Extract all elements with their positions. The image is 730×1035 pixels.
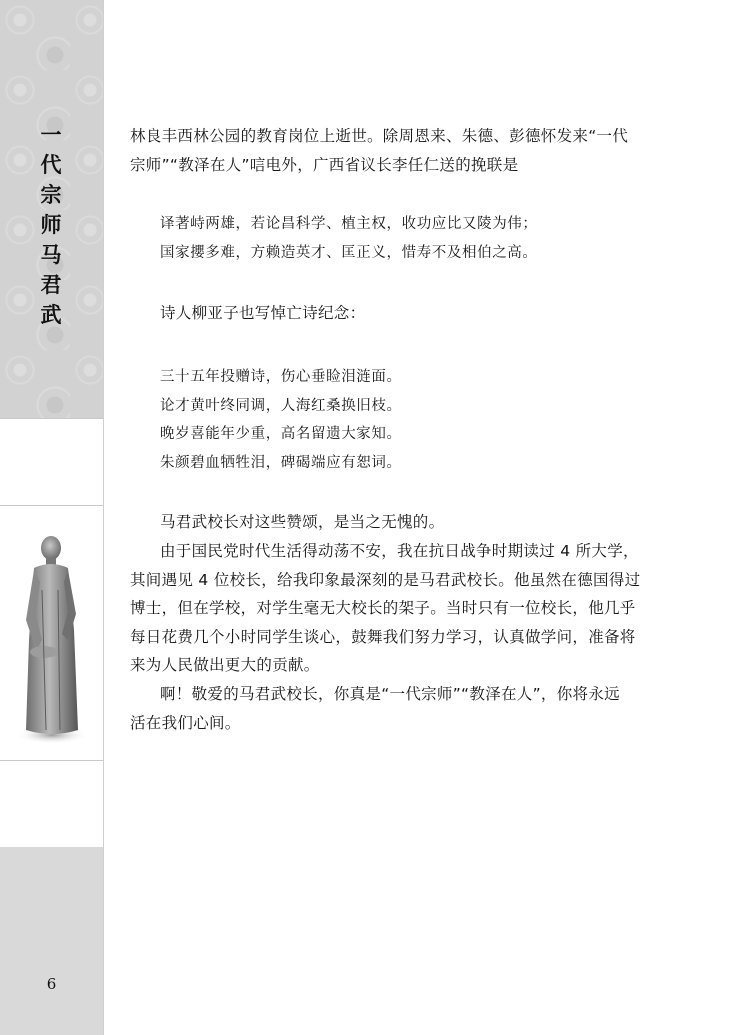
chapter-title-vertical xyxy=(28,120,74,330)
poem-line: 晚岁喜能年少重，高名留遗大家知。 xyxy=(160,426,402,442)
chapter-title-char: 马 xyxy=(40,242,62,267)
couplet-line: 国家攖多难，方赖造英才、匡正义，惜寿不及相伯之高。 xyxy=(160,244,538,261)
intro-paragraph xyxy=(130,122,628,179)
text-line: 宗师”“教泽在人”唁电外，广西省议长李任仁送的挽联是 xyxy=(130,155,519,174)
sidebar-divider xyxy=(0,505,103,506)
poem-line: 三十五年投赠诗，伤心垂睑泪涟面。 xyxy=(160,369,402,385)
chapter-title-char: 武 xyxy=(40,302,62,327)
text-line: 啊！敬爱的马君武校长，你真是“一代宗师”“教泽在人”，你将永远 xyxy=(160,685,620,703)
text-line: 由于国民党时代生活得动荡不安，我在抗日战争时期读过 4 所大学， xyxy=(160,542,639,560)
chapter-title-char: 代 xyxy=(40,152,62,177)
page-number: 6 xyxy=(46,975,57,993)
text-line: 来为人民做出更大的贡献。 xyxy=(130,656,320,674)
poet-intro-line: 诗人柳亚子也写悼亡诗纪念： xyxy=(160,304,366,322)
elegiac-couplet xyxy=(160,210,538,267)
text-line: 活在我们心间。 xyxy=(130,713,241,732)
praise-line: 马君武校长对这些赞颂，是当之无愧的。 xyxy=(160,513,445,531)
sidebar-divider xyxy=(0,760,103,761)
poem-line: 论才黄叶终同调，人海红桑换旧枝。 xyxy=(160,397,402,414)
text-line: 其间遇见 4 位校长，给我印象最深刻的是马君武校长。他虽然在德国得过 xyxy=(130,570,641,589)
chapter-sidebar xyxy=(0,0,104,1035)
memoir-paragraph xyxy=(130,537,640,680)
poem-line: 朱颜碧血牺牲泪，碑碣端应有恕词。 xyxy=(160,454,402,471)
couplet-line: 译著峙两雄，若论昌科学、植主权，收功应比又陵为伟； xyxy=(160,216,538,232)
text-line: 每日花费几个小时同学生谈心，鼓舞我们努力学习，认真做学问，准备将 xyxy=(130,627,636,646)
chapter-title-char: 师 xyxy=(40,212,62,237)
sidebar-footer-panel xyxy=(0,847,103,1035)
chapter-title-char: 宗 xyxy=(40,182,62,207)
chapter-title-char: 一 xyxy=(40,122,62,147)
text-line: 林良丰西林公园的教育岗位上逝世。除周恩来、朱德、彭德怀发来“一代 xyxy=(130,127,629,145)
text-line: 博士，但在学校，对学生毫无大校长的架子。当时只有一位校长，他几乎 xyxy=(130,599,636,617)
sidebar-divider xyxy=(0,418,103,419)
statue-figure-image xyxy=(12,530,92,745)
closing-paragraph xyxy=(130,680,620,737)
memorial-poem xyxy=(160,363,402,477)
chapter-title-char: 君 xyxy=(40,272,62,297)
